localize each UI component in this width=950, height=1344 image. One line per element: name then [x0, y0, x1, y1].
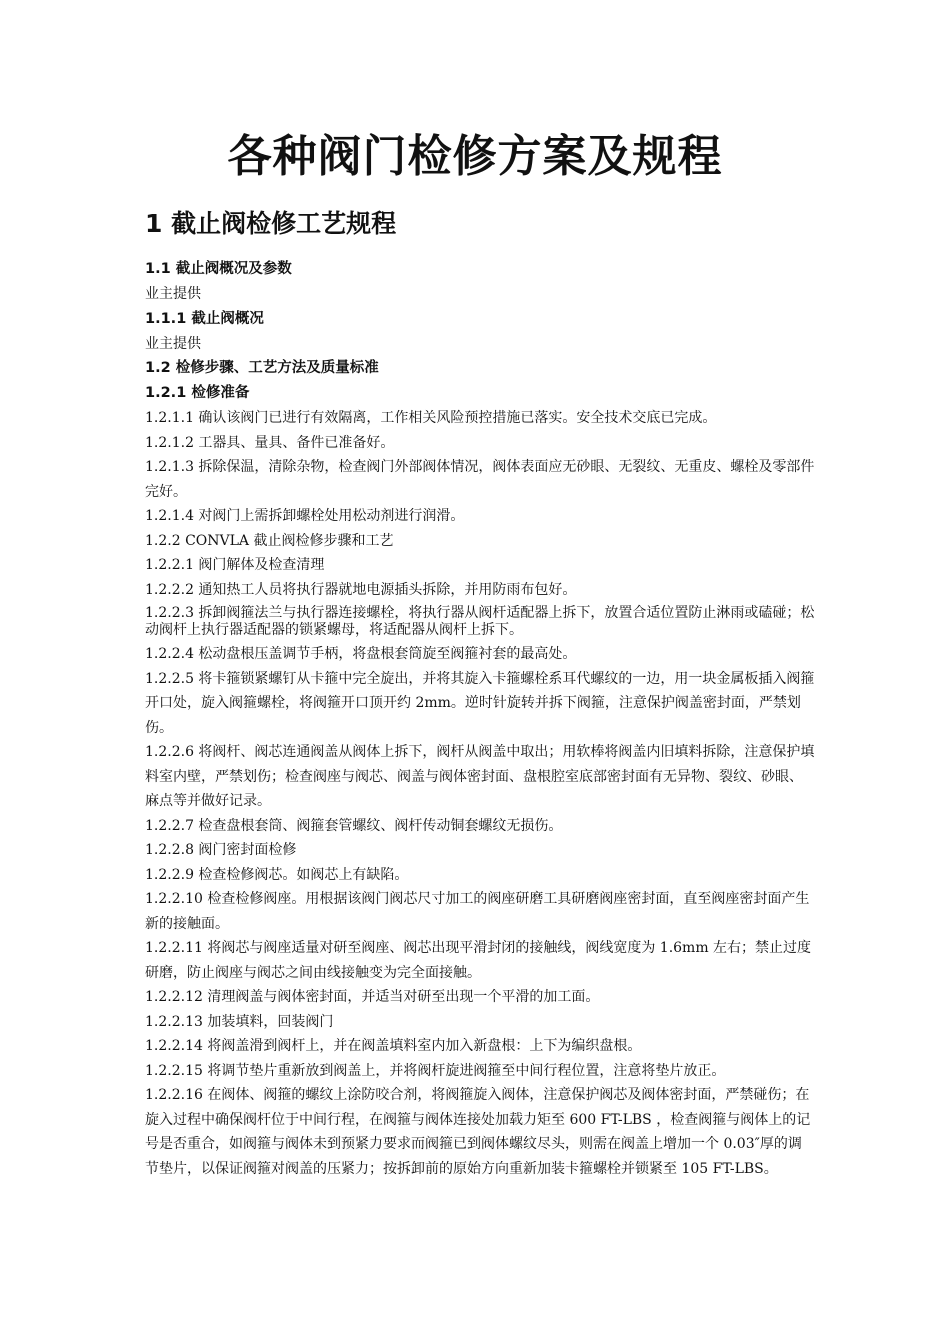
paragraph: 1.2.2.12 清理阀盖与阀体密封面，并适当对研至出现一个平滑的加工面。 — [145, 989, 600, 1005]
paragraph-owner-provided: 业主提供 — [145, 286, 201, 302]
paragraph: 1.2.2.10 检查检修阀座。用根据该阀门阀芯尺寸加工的阀座研磨工具研磨阀座密封面，直至阀座密封面产生新的接触面。 — [145, 891, 810, 932]
paragraph: 1.2.2.7 检查盘根套筒、阀箍套管螺纹、阀杆传动铜套螺纹无损伤。 — [145, 817, 563, 834]
paragraph-owner-provided: 业主提供 — [145, 335, 201, 352]
paragraph: 1.2.1.3 拆除保温，清除杂物，检查阀门外部阀体情况，阀体表面应无砂眼、无裂纹、无重皮、螺栓及零部件完好。 — [145, 459, 815, 500]
paragraph: 1.2.2.9 检查检修阀芯。如阀芯上有缺陷。 — [145, 866, 409, 883]
paragraph: 1.2.1.4 对阀门上需拆卸螺栓处用松动剂进行润滑。 — [145, 508, 465, 524]
paragraph: 1.2.2.15 将调节垫片重新放到阀盖上，并将阀杆旋进阀箍至中间行程位置，注意将垫片放正。 — [145, 1062, 726, 1079]
paragraph: 1.2.2.13 加装填料，回装阀门 — [145, 1013, 334, 1030]
paragraph: 1.2.2 CONVLA 截止阀检修步骤和工艺 — [145, 532, 394, 549]
document-body — [145, 205, 815, 1181]
document-title: 各种阀门检修方案及规程 — [227, 131, 723, 182]
paragraph: 1.2.2.16 在阀体、阀箍的螺纹上涂防咬合剂，将阀箍旋入阀体，注意保护阀芯及阀体密封面，严禁碰伤；在旋入过程中确保阀杆位于中间行程，在阀箍与阀体连接处加载力矩至 600 FT-LBS ，检查阀箍与阀体上的记号是否重合，如阀箍与阀体未到预紧力要求而阀箍已到阀体螺纹尽头，则需在阀盖上增加一个 0.03″厚的调节垫片，以保证阀箍对阀盖的压紧力；按拆卸前的原始方向重新加装卡箍螺栓并锁紧至 105 FT-LBS。 — [145, 1087, 811, 1177]
paragraph: 1.2.2.3 拆卸阀箍法兰与执行器连接螺栓，将执行器从阀杆适配器上拆下，放置合适位置防止淋雨或磕碰；松动阀杆上执行器适配器的锁紧螺母，将适配器从阀杆上拆下。 — [145, 605, 815, 638]
paragraph: 1.2.2.2 通知热工人员将执行器就地电源插头拆除，并用防雨布包好。 — [145, 581, 577, 598]
paragraph: 1.2.2.6 将阀杆、阀芯连通阀盖从阀体上拆下，阀杆从阀盖中取出；用软棒将阀盖内旧填料拆除，注意保护填料室内壁，严禁划伤；检查阀座与阀芯、阀盖与阀体密封面、盘根腔室底部密封面有无异物、裂纹、砂眼、麻点等并做好记录。 — [145, 744, 815, 809]
paragraph: 1.2.2.14 将阀盖滑到阀杆上，并在阀盖填料室内加入新盘根：上下为编织盘根。 — [145, 1038, 642, 1054]
subsection-heading-1-2: 1.2 检修步骤、工艺方法及质量标准 — [145, 360, 379, 376]
paragraph: 1.2.1.1 确认该阀门已进行有效隔离，工作相关风险预控措施已落实。安全技术交底已完成。 — [145, 410, 717, 426]
subsection-heading-1-1: 1.1 截止阀概况及参数 — [145, 261, 292, 277]
paragraph: 1.2.2.4 松动盘根压盖调节手柄，将盘根套筒旋至阀箍衬套的最高处。 — [145, 646, 577, 662]
subsection-heading-1-1-1: 1.1.1 截止阀概况 — [145, 310, 264, 327]
paragraph: 1.2.2.8 阀门密封面检修 — [145, 842, 297, 858]
paragraph: 1.2.2.11 将阀芯与阀座适量对研至阀座、阀芯出现平滑封闭的接触线，阀线宽度为 1.6mm 左右；禁止过度研磨，防止阀座与阀芯之间由线接触变为完全面接触。 — [145, 940, 812, 981]
paragraph: 1.2.1.2 工器具、量具、备件已准备好。 — [145, 434, 395, 451]
paragraph: 1.2.2.5 将卡箍锁紧螺钉从卡箍中完全旋出，并将其旋入卡箍螺栓系耳代螺纹的一边，用一块金属板插入阀箍开口处，旋入阀箍螺栓，将阀箍开口顶开约 2mm。逆时针旋转并拆下阀箍，注意保护阀盖密封面，严禁划伤。 — [145, 670, 815, 736]
subsection-heading-1-2-1: 1.2.1 检修准备 — [145, 385, 250, 401]
section-heading-1: 1 截止阀检修工艺规程 — [145, 209, 397, 238]
paragraph: 1.2.2.1 阀门解体及检查清理 — [145, 557, 325, 573]
